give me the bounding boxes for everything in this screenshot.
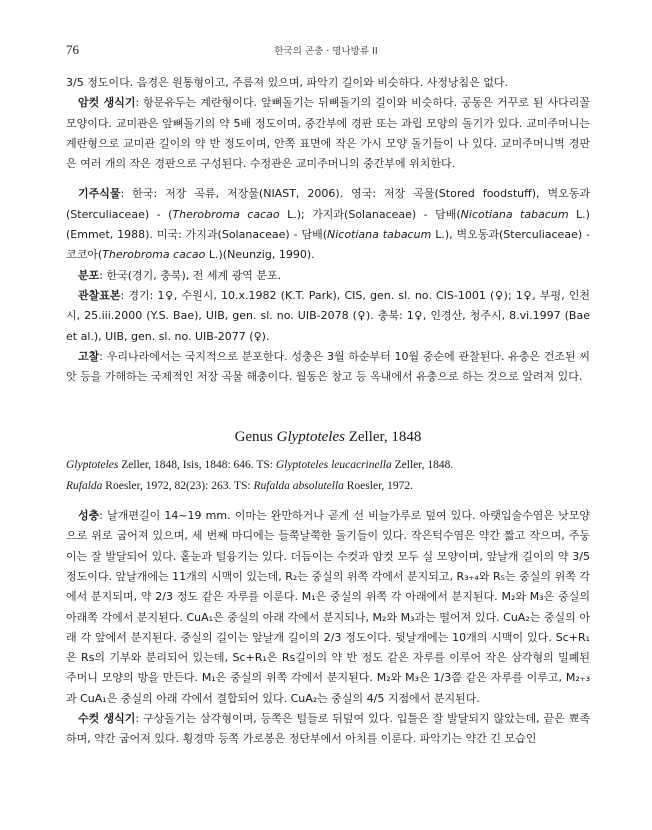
taxon-name: Rufalda [66, 479, 103, 492]
section-label: 암컷 생식기 [78, 96, 136, 110]
section-label: 성충 [78, 509, 100, 523]
paragraph-male-genitalia [66, 709, 590, 750]
section-label: 분포 [78, 268, 100, 282]
citation-text: Zeller, 1848, Isis, 1848: 646. TS: [118, 459, 276, 472]
genus-name: Glyptoteles [276, 429, 345, 446]
paragraph-continuation: 3/5 정도이다. 음경은 원통형이고, 주름져 있으며, 파악기 길이와 비슷하다. 사정낭침은 없다. [66, 76, 509, 89]
section-label: 관찰표본 [78, 288, 121, 302]
paragraph-host-plants [66, 184, 590, 265]
section-text: L.)(Neunzig, 1990). [205, 248, 315, 262]
citation-text: Roesler, 1972. [343, 479, 414, 492]
section-text: : 한국(경기, 충북), 전 세계 광역 분포. [99, 268, 282, 282]
species-name: Nicotiana tabacum [327, 228, 432, 242]
paragraph-adult [66, 506, 590, 709]
section-text: L.), 벽오동과(Sterculiaceae) - 코코아( [66, 228, 590, 262]
section-text: : 날개편길이 14~19 mm. 이마는 완만하거나 곧게 선 비늘가루로 덮여 있다. 아랫입술수염은 낫모양으로 위로 굽어져 있으며, 세 번째 마디에는 들쭉날쭉한 돌기들이 있다. 작은턱수염은 약간 짧고 작으며, 주둥이는 잘 발달되어 있다. 홑눈과 털융기는 있다. 더듬이는 수컷과 암컷 모두 실 모양이며, 앞날개 길이의 약 3/5 정도이다. 앞날개에는 11개의 시맥이 있는데, R₂는 중실의 위쪽 각에서 분지되고, R₃₊₄와 R₅는 중실의 위쪽 각에서 분지되며, 약 2/3 정도 같은 자루를 이룬다. M₁은 중실의 위쪽 각 아래에서 분지된다. M₂와 M₃은 중실의 아래쪽 각에서 분지된다. CuA₁은 중실의 아래 각에서 분지되나, M₂와 M₃과는 떨어져 있다. CuA₂는 중실의 아래 각 앞에서 분지된다. 중실의 길이는 앞날개 길이의 2/3 정도이다. 뒷날개에는 10개의 시맥이 있다. Sc+R₁은 Rs의 기부와 분리되어 있는데, Sc+R₁은 Rs길이의 약 반 정도 같은 자루를 이루어 작은 삼각형의 밀폐된 주머니 모양의 방을 만든다. M₁은 중실의 위쪽 각에서 분지된다. M₂와 M₃은 1/3쯤 같은 자루를 이루고, M₂₊₃과 CuA₁은 중실의 아래 각에서 결합되어 있다. CuA₂는 중실의 4/5 지점에서 분지된다. [66, 509, 590, 705]
section-text: L.)(Emmet, 1988). 미국: 가지과(Solanaceae) - 담배( [66, 207, 590, 242]
citation-text: Zeller, 1848. [391, 459, 454, 472]
section-label: 고찰 [78, 349, 100, 363]
paragraph-female-genitalia [66, 93, 590, 174]
page-header [66, 42, 586, 60]
paragraph-material-examined [66, 286, 590, 347]
species-name: Nicotiana tabacum [460, 207, 569, 221]
paragraph-distribution [66, 266, 590, 286]
section-text: : 항문유두는 계란형이다. 앞뼈돌기는 뒤뼈돌기의 길이와 비슷하다. 공동은 거꾸로 된 사다리꼴 모양이다. 교미관은 앞뼈돌기의 약 5배 정도이며, 중간부에 경판 또는 과립 모양의 돌기가 있다. 교미주머니는 계란형으로 교미관 길이의 약 반 정도이며, 안쪽 표면에 작은 가시 모양 돌기들이 나 있다. 교미주머니벽 경판은 여러 개의 작은 경판으로 구성된다. 수정관은 교미주머니의 중간부에 위치한다. [66, 96, 590, 171]
paragraph-remarks [66, 347, 590, 388]
species-name: Therobroma cacao [172, 207, 280, 221]
citation-text: Roesler, 1972, 82(23): 263. TS: [102, 479, 254, 492]
genus-author: Zeller, 1848 [344, 429, 422, 446]
genus-prefix: Genus [234, 429, 277, 446]
page-body [66, 73, 590, 750]
synonym-line [66, 476, 590, 496]
section-text: : 경기: 1♀, 수원시, 10.x.1982 (K.T. Park), CIS, gen. sl. no. CIS-1001 (♀); 1♀, 부평, 인천시, 25.iii.2000 (Y.S. Bae), UIB, gen. sl. no. UIB-2078 (♀). 충북: 1♀, 인경산, 청주시, 8.vi.1997 (Bae et al.), UIB, gen. sl. no. UIB-2077 (♀). [66, 288, 590, 343]
type-species-name: Glyptoteles leucacrinella [275, 459, 392, 472]
species-name: Therobroma cacao [102, 248, 206, 262]
synonym-line [66, 455, 590, 475]
section-text: : 구상돌기는 삼각형이며, 등쪽은 털들로 뒤덮여 있다. 입틀은 잘 발달되지 않았는데, 끝은 뾰족하며, 약간 굽어져 있다. 횡경막 등쪽 가로봉은 정단부에서 아치를 이룬다. 파악기는 약간 긴 모습인 [66, 712, 590, 746]
genus-heading [66, 427, 590, 447]
section-text: : 우리나라에서는 국지적으로 분포한다. 성충은 3월 하순부터 10월 중순에 관찰된다. 유충은 건조된 씨앗 등을 가해하는 국제적인 저장 곡물 해충이다. 월동은 창고 등 옥내에서 유충으로 하는 것으로 알려져 있다. [66, 349, 590, 384]
type-species-name: Rufalda absolutella [253, 479, 344, 492]
section-text: L.); 가지과(Solanaceae) - 담배( [279, 207, 461, 221]
page-number: 76 [66, 42, 79, 57]
taxon-name: Glyptoteles [66, 459, 119, 472]
section-label: 기주식물 [78, 187, 121, 201]
running-title: 한국의 곤충 · 명나방류 II [274, 46, 378, 57]
section-text: : 한국: 저장 곡류, 저장물(NIAST, 2006). 영국: 저장 곡물(Stored foodstuff), 벽오동과(Sterculiaceae) - ( [66, 187, 590, 221]
section-label: 수컷 생식기 [78, 712, 136, 726]
